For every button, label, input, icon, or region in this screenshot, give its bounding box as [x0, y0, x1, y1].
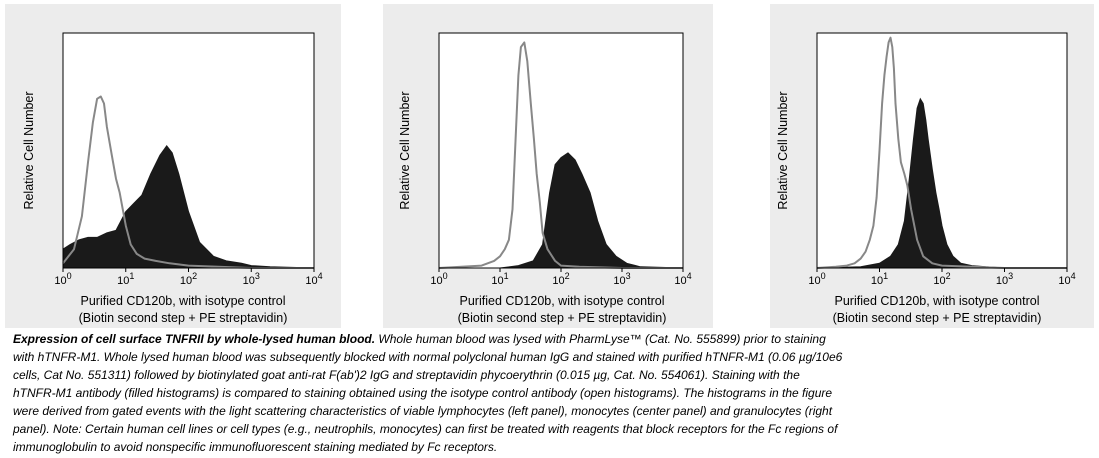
caption-line-1: Whole human blood was lysed with PharmLyse™ (Cat. No. 555899) prior to staining [375, 332, 826, 346]
y-axis-label: Relative Cell Number [776, 91, 790, 210]
y-axis-label: Relative Cell Number [398, 91, 412, 210]
x-tick-label: $10^1$ [117, 271, 135, 287]
x-tick-label: $10^0$ [808, 271, 826, 287]
x-axis-label: Purified CD120b, with isotype control [80, 294, 286, 308]
caption-line-7: immunoglobulin to avoid nonspecific immunofluorescent staining mediated by Fc receptors. [13, 440, 498, 454]
x-axis-label: Purified CD120b, with isotype control [459, 294, 665, 308]
x-tick-label: $10^2$ [933, 271, 951, 287]
x-tick-label: $10^1$ [870, 271, 889, 287]
x-tick-label: $10^3$ [995, 271, 1014, 287]
x-axis-sublabel: (Biotin second step + PE streptavidin) [78, 311, 288, 325]
histogram-panel-right [776, 33, 1076, 325]
x-axis-sublabel: (Biotin second step + PE streptavidin) [832, 311, 1042, 325]
x-axis-label: Purified CD120b, with isotype control [834, 294, 1040, 308]
x-tick-label: $10^3$ [242, 271, 260, 287]
x-tick-label: $10^4$ [1058, 271, 1076, 287]
caption-line-5: were derived from gated events with the light scattering characteristics of viable lymphocytes (left panel), monocytes (center panel) and granulocytes (right [13, 404, 833, 418]
x-tick-label: $10^0$ [54, 271, 72, 287]
histogram-panel-left [22, 33, 323, 325]
x-tick-label: $10^2$ [552, 271, 570, 287]
figure-caption [13, 330, 1083, 456]
y-axis-label: Relative Cell Number [22, 91, 36, 210]
x-tick-label: $10^4$ [674, 271, 692, 287]
caption-title: Expression of cell surface TNFRII by whole-lysed human blood. [13, 332, 376, 346]
caption-line-3: cells, Cat No. 551311) followed by biotinylated goat anti-rat F(ab')2 IgG and streptavidin phycoerythrin (0.015 µg, Cat. No. 554061). Staining with the [13, 368, 800, 382]
x-tick-label: $10^3$ [613, 271, 631, 287]
caption-line-6: panel). Note: Certain human cell lines or cell types (e.g., neutrophils, monocytes) can first be treated with reagents that block receptors for the Fc regions of [13, 422, 838, 436]
x-tick-label: $10^1$ [491, 271, 509, 287]
histogram-panel-center [398, 33, 692, 325]
x-tick-label: $10^0$ [430, 271, 448, 287]
x-tick-label: $10^4$ [305, 271, 323, 287]
caption-line-2: with hTNFR-M1. Whole lysed human blood was subsequently blocked with normal polyclonal human IgG and stained with purified hTNFR-M1 (0.06 µg/10e6 [13, 350, 843, 364]
x-tick-label: $10^2$ [179, 271, 198, 287]
caption-line-4: hTNFR-M1 antibody (filled histograms) is compared to staining obtained using the isotype control antibody (open histograms). The histograms in the figure [13, 386, 833, 400]
x-axis-sublabel: (Biotin second step + PE streptavidin) [457, 311, 667, 325]
